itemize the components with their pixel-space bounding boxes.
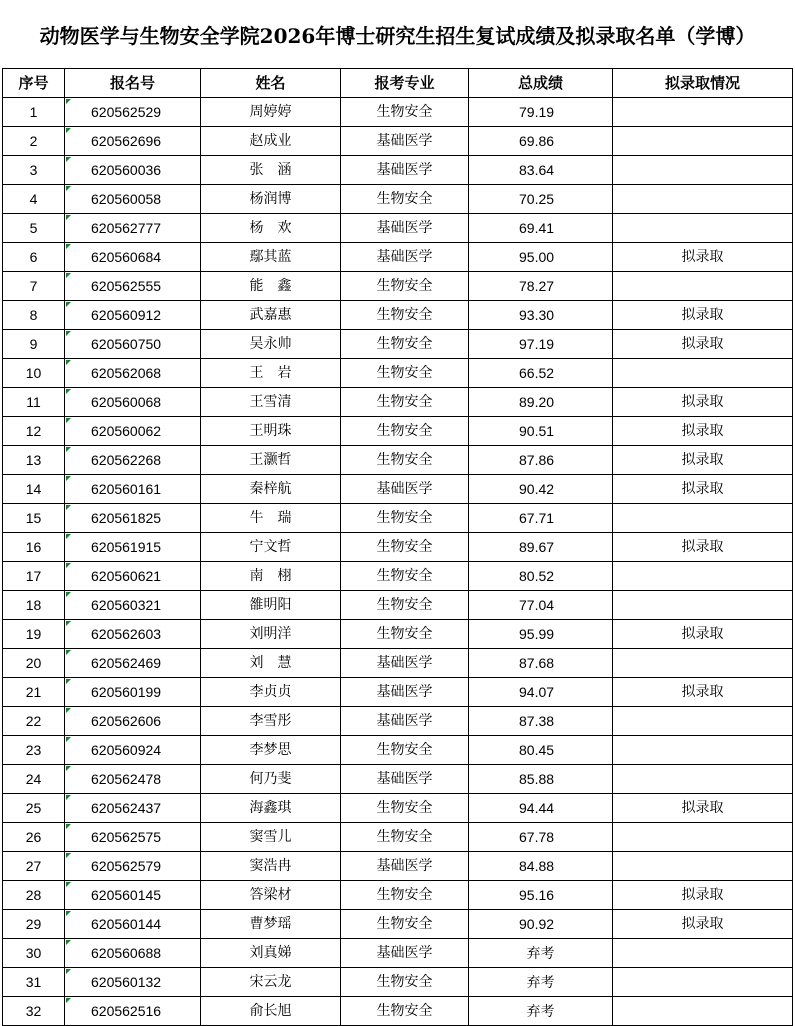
cell-total-score: 90.92 (469, 910, 613, 939)
cell-major: 生物安全 (341, 504, 469, 533)
table-row (3, 968, 793, 997)
cell-name: 鄢其蓝 (201, 243, 341, 272)
cell-major: 基础医学 (341, 243, 469, 272)
cell-admission-status (613, 359, 793, 388)
cell-major: 生物安全 (341, 359, 469, 388)
table-row (3, 417, 793, 446)
table-body (3, 98, 793, 1026)
cell-total-score: 93.30 (469, 301, 613, 330)
cell-major: 基础医学 (341, 214, 469, 243)
cell-registration-number: 620562603 (65, 620, 201, 649)
cell-name: 周婷婷 (201, 98, 341, 127)
column-header-name: 姓名 (201, 69, 341, 98)
cell-total-score: 94.07 (469, 678, 613, 707)
cell-admission-status (613, 852, 793, 881)
cell-admission-status (613, 707, 793, 736)
cell-total-score: 90.51 (469, 417, 613, 446)
table-row (3, 765, 793, 794)
table-row (3, 272, 793, 301)
cell-registration-number: 620562606 (65, 707, 201, 736)
cell-name: 宋云龙 (201, 968, 341, 997)
cell-total-score: 弃考 (469, 939, 613, 968)
table-row (3, 98, 793, 127)
cell-major: 基础医学 (341, 156, 469, 185)
table-row (3, 736, 793, 765)
cell-registration-number: 620560058 (65, 185, 201, 214)
cell-admission-status: 拟录取 (613, 533, 793, 562)
cell-major: 基础医学 (341, 852, 469, 881)
cell-admission-status (613, 939, 793, 968)
cell-registration-number: 620562575 (65, 823, 201, 852)
cell-admission-status: 拟录取 (613, 446, 793, 475)
cell-total-score: 弃考 (469, 968, 613, 997)
cell-index: 23 (3, 736, 65, 765)
cell-index: 6 (3, 243, 65, 272)
cell-major: 基础医学 (341, 127, 469, 156)
cell-registration-number: 620560912 (65, 301, 201, 330)
cell-index: 27 (3, 852, 65, 881)
table-row (3, 707, 793, 736)
cell-index: 22 (3, 707, 65, 736)
cell-registration-number: 620562068 (65, 359, 201, 388)
table-row (3, 649, 793, 678)
cell-total-score: 弃考 (469, 997, 613, 1026)
cell-total-score: 67.71 (469, 504, 613, 533)
cell-name: 刘明洋 (201, 620, 341, 649)
cell-major: 生物安全 (341, 591, 469, 620)
cell-total-score: 69.86 (469, 127, 613, 156)
cell-total-score: 79.19 (469, 98, 613, 127)
table-row (3, 620, 793, 649)
cell-name: 张 涵 (201, 156, 341, 185)
table-row (3, 156, 793, 185)
table-row (3, 446, 793, 475)
cell-major: 生物安全 (341, 185, 469, 214)
cell-index: 4 (3, 185, 65, 214)
cell-index: 15 (3, 504, 65, 533)
table-row (3, 852, 793, 881)
cell-admission-status: 拟录取 (613, 301, 793, 330)
cell-registration-number: 620561915 (65, 533, 201, 562)
cell-admission-status: 拟录取 (613, 620, 793, 649)
cell-major: 基础医学 (341, 765, 469, 794)
cell-major: 生物安全 (341, 620, 469, 649)
column-header-index: 序号 (3, 69, 65, 98)
cell-registration-number: 620560144 (65, 910, 201, 939)
table-row (3, 388, 793, 417)
table-row (3, 794, 793, 823)
cell-index: 24 (3, 765, 65, 794)
cell-total-score: 80.45 (469, 736, 613, 765)
cell-major: 生物安全 (341, 272, 469, 301)
cell-total-score: 78.27 (469, 272, 613, 301)
column-header-major: 报考专业 (341, 69, 469, 98)
cell-major: 生物安全 (341, 562, 469, 591)
cell-admission-status (613, 127, 793, 156)
cell-index: 10 (3, 359, 65, 388)
cell-major: 基础医学 (341, 678, 469, 707)
cell-index: 16 (3, 533, 65, 562)
cell-total-score: 66.52 (469, 359, 613, 388)
cell-total-score: 70.25 (469, 185, 613, 214)
cell-admission-status: 拟录取 (613, 475, 793, 504)
cell-registration-number: 620560068 (65, 388, 201, 417)
cell-admission-status: 拟录取 (613, 794, 793, 823)
page-title: 动物医学与生物安全学院2026年博士研究生招生复试成绩及拟录取名单（学博） (39, 23, 756, 48)
cell-index: 26 (3, 823, 65, 852)
cell-name: 海鑫琪 (201, 794, 341, 823)
cell-registration-number: 620560688 (65, 939, 201, 968)
cell-total-score: 83.64 (469, 156, 613, 185)
cell-major: 生物安全 (341, 417, 469, 446)
cell-index: 28 (3, 881, 65, 910)
cell-major: 基础医学 (341, 707, 469, 736)
cell-index: 2 (3, 127, 65, 156)
cell-admission-status (613, 562, 793, 591)
cell-registration-number: 620560062 (65, 417, 201, 446)
column-header-total-score: 总成绩 (469, 69, 613, 98)
table-row (3, 301, 793, 330)
cell-index: 29 (3, 910, 65, 939)
cell-admission-status (613, 736, 793, 765)
cell-total-score: 94.44 (469, 794, 613, 823)
cell-total-score: 77.04 (469, 591, 613, 620)
cell-name: 李贞贞 (201, 678, 341, 707)
cell-admission-status (613, 98, 793, 127)
cell-major: 生物安全 (341, 794, 469, 823)
cell-admission-status: 拟录取 (613, 881, 793, 910)
cell-admission-status (613, 214, 793, 243)
cell-admission-status (613, 823, 793, 852)
cell-registration-number: 620560924 (65, 736, 201, 765)
cell-admission-status (613, 968, 793, 997)
cell-name: 李梦思 (201, 736, 341, 765)
cell-admission-status (613, 185, 793, 214)
cell-registration-number: 620560621 (65, 562, 201, 591)
cell-index: 20 (3, 649, 65, 678)
cell-name: 王明珠 (201, 417, 341, 446)
cell-name: 南 栩 (201, 562, 341, 591)
cell-name: 秦梓航 (201, 475, 341, 504)
cell-admission-status: 拟录取 (613, 243, 793, 272)
cell-registration-number: 620562516 (65, 997, 201, 1026)
cell-major: 生物安全 (341, 446, 469, 475)
cell-registration-number: 620560161 (65, 475, 201, 504)
cell-registration-number: 620562478 (65, 765, 201, 794)
cell-total-score: 80.52 (469, 562, 613, 591)
cell-index: 5 (3, 214, 65, 243)
cell-total-score: 90.42 (469, 475, 613, 504)
cell-admission-status (613, 272, 793, 301)
column-header-admission-status: 拟录取情况 (613, 69, 793, 98)
cell-registration-number: 620562777 (65, 214, 201, 243)
cell-admission-status: 拟录取 (613, 678, 793, 707)
cell-total-score: 95.00 (469, 243, 613, 272)
table-row (3, 214, 793, 243)
cell-index: 7 (3, 272, 65, 301)
cell-major: 生物安全 (341, 881, 469, 910)
table-row (3, 185, 793, 214)
cell-registration-number: 620562579 (65, 852, 201, 881)
cell-total-score: 95.16 (469, 881, 613, 910)
cell-name: 刘 慧 (201, 649, 341, 678)
table-header-row (3, 69, 793, 98)
cell-name: 王灏哲 (201, 446, 341, 475)
cell-total-score: 87.68 (469, 649, 613, 678)
table-row (3, 475, 793, 504)
table-row (3, 823, 793, 852)
table-row (3, 678, 793, 707)
cell-registration-number: 620560036 (65, 156, 201, 185)
cell-index: 21 (3, 678, 65, 707)
cell-registration-number: 620562555 (65, 272, 201, 301)
cell-total-score: 87.38 (469, 707, 613, 736)
cell-registration-number: 620560199 (65, 678, 201, 707)
cell-total-score: 87.86 (469, 446, 613, 475)
cell-major: 生物安全 (341, 997, 469, 1026)
cell-registration-number: 620560684 (65, 243, 201, 272)
cell-registration-number: 620562696 (65, 127, 201, 156)
results-table (2, 68, 793, 1026)
cell-total-score: 84.88 (469, 852, 613, 881)
cell-index: 18 (3, 591, 65, 620)
cell-major: 基础医学 (341, 649, 469, 678)
cell-admission-status (613, 997, 793, 1026)
cell-registration-number: 620562469 (65, 649, 201, 678)
table-row (3, 591, 793, 620)
table-row (3, 127, 793, 156)
cell-total-score: 89.67 (469, 533, 613, 562)
cell-total-score: 67.78 (469, 823, 613, 852)
cell-index: 12 (3, 417, 65, 446)
table-row (3, 939, 793, 968)
cell-registration-number: 620562529 (65, 98, 201, 127)
table-row (3, 881, 793, 910)
cell-name: 王 岩 (201, 359, 341, 388)
cell-name: 窦雪儿 (201, 823, 341, 852)
cell-major: 生物安全 (341, 533, 469, 562)
cell-name: 刘真娣 (201, 939, 341, 968)
cell-admission-status: 拟录取 (613, 910, 793, 939)
cell-index: 13 (3, 446, 65, 475)
cell-admission-status (613, 504, 793, 533)
cell-registration-number: 620560132 (65, 968, 201, 997)
cell-name: 吴永帅 (201, 330, 341, 359)
cell-admission-status (613, 591, 793, 620)
table-row (3, 910, 793, 939)
cell-index: 11 (3, 388, 65, 417)
cell-index: 25 (3, 794, 65, 823)
cell-index: 9 (3, 330, 65, 359)
cell-index: 17 (3, 562, 65, 591)
cell-index: 1 (3, 98, 65, 127)
cell-major: 基础医学 (341, 939, 469, 968)
cell-index: 32 (3, 997, 65, 1026)
cell-index: 8 (3, 301, 65, 330)
cell-total-score: 95.99 (469, 620, 613, 649)
cell-name: 李雪彤 (201, 707, 341, 736)
cell-name: 曹梦瑶 (201, 910, 341, 939)
cell-total-score: 85.88 (469, 765, 613, 794)
cell-total-score: 89.20 (469, 388, 613, 417)
cell-name: 武嘉惠 (201, 301, 341, 330)
cell-admission-status (613, 649, 793, 678)
cell-name: 何乃斐 (201, 765, 341, 794)
cell-admission-status: 拟录取 (613, 417, 793, 446)
table-row (3, 997, 793, 1026)
cell-name: 俞长旭 (201, 997, 341, 1026)
cell-major: 生物安全 (341, 301, 469, 330)
cell-index: 31 (3, 968, 65, 997)
cell-name: 牛 瑞 (201, 504, 341, 533)
cell-major: 基础医学 (341, 475, 469, 504)
cell-total-score: 97.19 (469, 330, 613, 359)
cell-major: 生物安全 (341, 968, 469, 997)
cell-index: 14 (3, 475, 65, 504)
cell-registration-number: 620561825 (65, 504, 201, 533)
cell-name: 窦浩冉 (201, 852, 341, 881)
cell-name: 赵成业 (201, 127, 341, 156)
cell-major: 生物安全 (341, 823, 469, 852)
cell-major: 生物安全 (341, 98, 469, 127)
cell-admission-status: 拟录取 (613, 388, 793, 417)
table-row (3, 243, 793, 272)
table-row (3, 359, 793, 388)
column-header-registration-number: 报名号 (65, 69, 201, 98)
cell-name: 宁文哲 (201, 533, 341, 562)
cell-registration-number: 620560750 (65, 330, 201, 359)
cell-registration-number: 620562268 (65, 446, 201, 475)
cell-index: 19 (3, 620, 65, 649)
table-row (3, 562, 793, 591)
cell-admission-status (613, 765, 793, 794)
table-row (3, 504, 793, 533)
cell-total-score: 69.41 (469, 214, 613, 243)
cell-name: 能 鑫 (201, 272, 341, 301)
cell-name: 王雪清 (201, 388, 341, 417)
cell-registration-number: 620562437 (65, 794, 201, 823)
table-row (3, 533, 793, 562)
cell-major: 生物安全 (341, 910, 469, 939)
cell-name: 杨 欢 (201, 214, 341, 243)
cell-admission-status (613, 156, 793, 185)
cell-major: 生物安全 (341, 388, 469, 417)
cell-registration-number: 620560145 (65, 881, 201, 910)
cell-admission-status: 拟录取 (613, 330, 793, 359)
cell-major: 生物安全 (341, 736, 469, 765)
table-row (3, 330, 793, 359)
cell-index: 30 (3, 939, 65, 968)
cell-name: 雒明阳 (201, 591, 341, 620)
cell-name: 杨润博 (201, 185, 341, 214)
cell-major: 生物安全 (341, 330, 469, 359)
cell-index: 3 (3, 156, 65, 185)
cell-name: 答梁材 (201, 881, 341, 910)
cell-registration-number: 620560321 (65, 591, 201, 620)
